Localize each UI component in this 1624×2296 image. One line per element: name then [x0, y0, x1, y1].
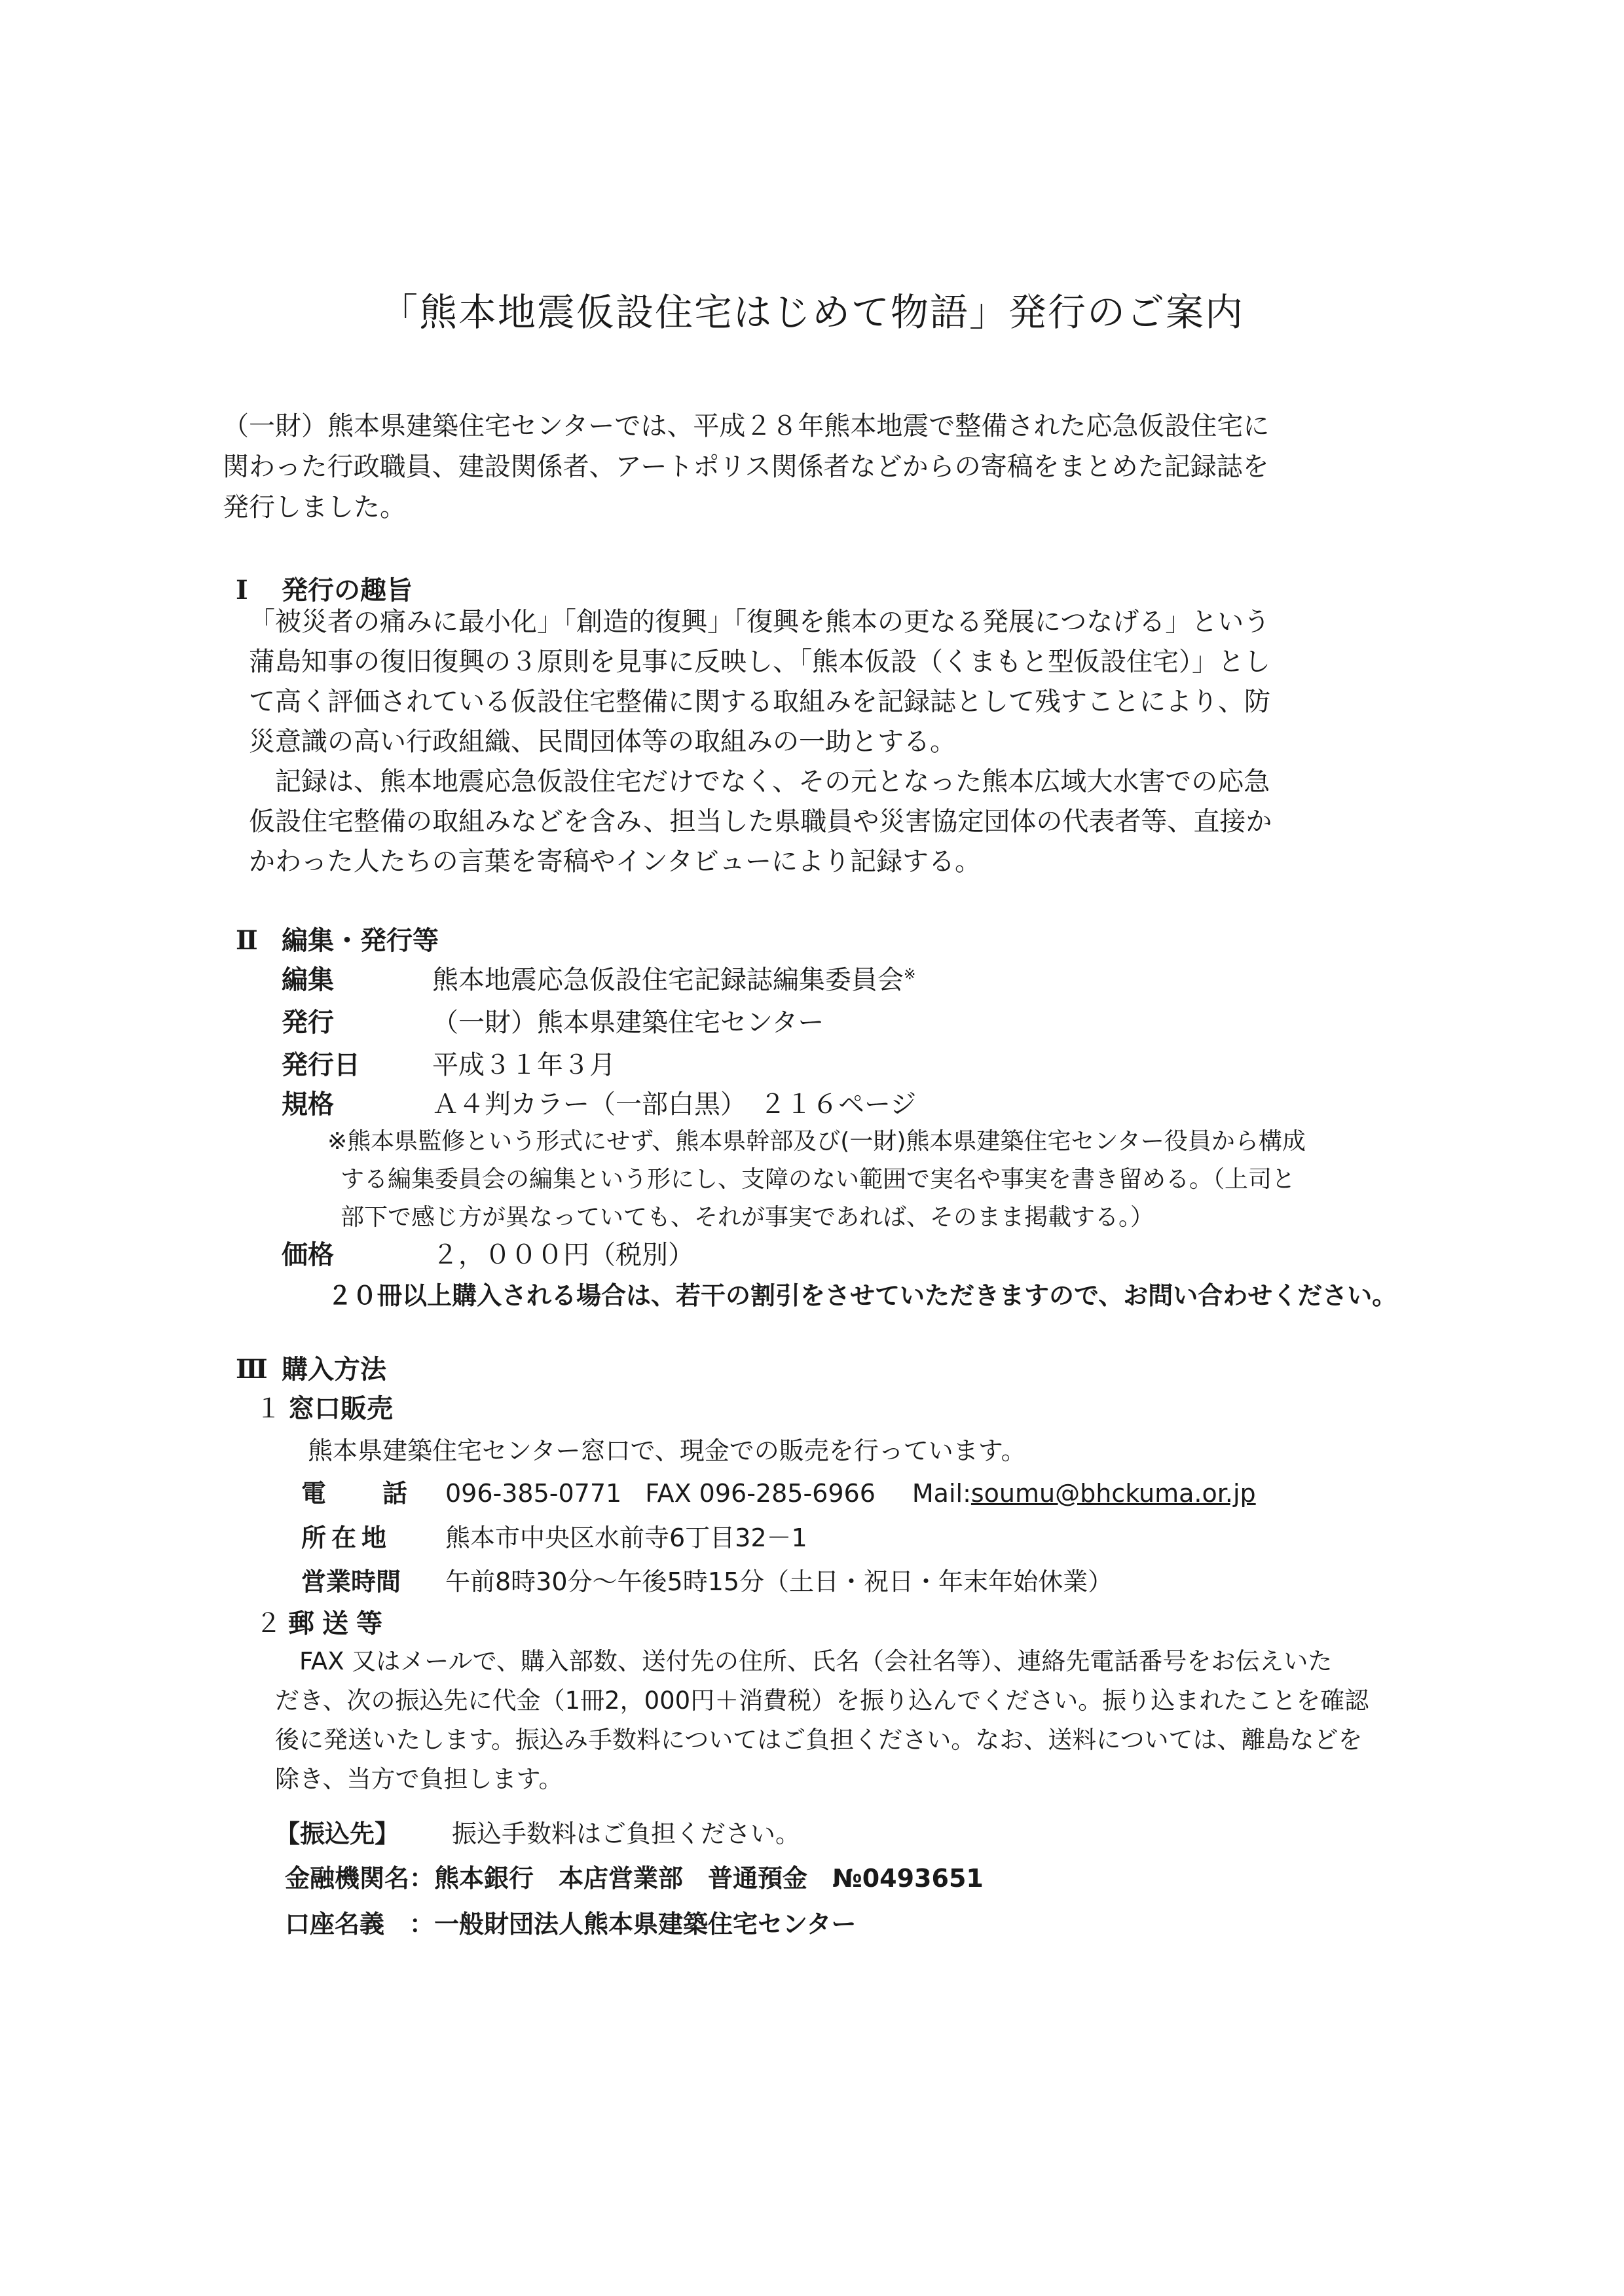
subsection-1-heading: [255, 1388, 393, 1425]
editor-value: 熊本地震応急仮設住宅記録誌編集委員会: [432, 965, 904, 995]
hours-value: 午前8時30分～午後5時15分（土日・祝日・年末年始休業）: [445, 1567, 1113, 1596]
date-row: [282, 1044, 616, 1082]
account-value: 一般財団法人熊本県建築住宅センター: [434, 1910, 857, 1939]
publisher-row: [282, 1002, 824, 1039]
bank-row: [285, 1858, 984, 1894]
mail-order-line: 後に発送いたします。振込み手数料についてはご負担ください。なお、送料については、離島などを: [275, 1726, 1363, 1754]
counter-sales-text: 熊本県建築住宅センター窓口で、現金での販売を行っています。: [308, 1436, 1026, 1465]
bulk-discount-note: ２０冊以上購入される場合は、若干の割引をさせていただきますので、お問い合わせください。: [327, 1281, 1397, 1310]
editor-note-mark: ※: [904, 966, 916, 983]
phone-row: [301, 1473, 1256, 1509]
subsection-1-title: 窓口販売: [288, 1394, 393, 1424]
publisher-label: 発行: [282, 1008, 334, 1038]
intro-paragraph: [223, 406, 1401, 528]
section-1-number: Ⅰ: [236, 575, 248, 606]
price-label: 価格: [282, 1240, 334, 1270]
format-label: 規格: [282, 1089, 334, 1120]
address-row: [301, 1518, 807, 1554]
editor-note-line: する編集委員会の編集という形にし、支障のない範囲で実名や事実を書き留める。（上司と: [341, 1166, 1296, 1193]
section-1-line: 災意識の高い行政組織、民間団体等の取組みの一助とする。: [249, 727, 956, 757]
account-label: 口座名義 ：: [285, 1910, 435, 1939]
intro-line: （一財）熊本県建築住宅センターでは、平成２８年熊本地震で整備された応急仮設住宅に: [223, 411, 1270, 441]
editor-note-line: 部下で感じ方が異なっていても、それが事実であれば、そのまま掲載する。）: [341, 1204, 1154, 1231]
fax-value: FAX 096-285-6966: [645, 1479, 876, 1508]
section-1-line: 蒲島知事の復旧復興の３原則を見事に反映し、「熊本仮設（くまもと型仮設住宅）」とし: [249, 647, 1270, 677]
section-1-body: [249, 602, 1414, 882]
section-1-line: 記録は、熊本地震応急仮設住宅だけでなく、その元となった熊本広域大水害での応急: [249, 767, 1270, 797]
section-3-heading: [236, 1349, 386, 1386]
section-1-title: 発行の趣旨: [282, 575, 413, 606]
section-1-line: 「被災者の痛みに最小化」「創造的復興」「復興を熊本の更なる発展につなげる」という: [249, 607, 1270, 637]
section-1-line: て高く評価されている仮設住宅整備に関する取組みを記録誌として残すことにより、防: [249, 687, 1270, 717]
date-value: 平成３１年３月: [432, 1050, 616, 1080]
price-row: [282, 1234, 694, 1271]
hours-label: 営業時間: [301, 1567, 401, 1596]
format-value: Ａ４判カラー（一部白黒） ２１６ページ: [432, 1089, 917, 1120]
intro-line: 発行しました。: [223, 492, 406, 522]
section-1-line: かわった人たちの言葉を寄稿やインタビューにより記録する。: [249, 847, 981, 877]
section-3-title: 購入方法: [282, 1355, 386, 1385]
section-3-number: Ⅲ: [236, 1354, 268, 1385]
mail-order-line: 除き、当方で負担します。: [275, 1765, 563, 1793]
editor-note-line: ※熊本県監修という形式にせず、熊本県幹部及び(一財)熊本県建築住宅センター役員から構成: [327, 1128, 1306, 1155]
mail-order-text: [275, 1642, 1428, 1799]
mail-order-line: だき、次の振込先に代金（1冊2，000円＋消費税）を振り込んでください。振り込まれたことを確認: [275, 1686, 1369, 1715]
transfer-label: 【振込先】: [275, 1819, 400, 1848]
address-label: 所在地: [301, 1523, 392, 1552]
price-value: ２，０００円（税別）: [432, 1240, 694, 1270]
account-row: [285, 1904, 857, 1940]
phone-label: 電 話: [301, 1479, 424, 1508]
subsection-1-number: １: [255, 1394, 282, 1424]
mail-prefix: Mail:: [912, 1479, 971, 1508]
editor-label: 編集: [282, 965, 334, 995]
section-2-heading: [236, 920, 439, 957]
format-row: [282, 1084, 916, 1121]
bank-label: 金融機関名：: [285, 1864, 435, 1893]
subsection-2-number: ２: [255, 1609, 282, 1639]
publisher-value: （一財）熊本県建築住宅センター: [432, 1008, 824, 1038]
page-title: 「熊本地震仮設住宅はじめて物語」発行のご案内: [379, 290, 1244, 335]
transfer-fee-note: 振込手数料はご負担ください。: [452, 1819, 801, 1848]
editor-note: [327, 1123, 1414, 1237]
intro-line: 関わった行政職員、建設関係者、アートポリス関係者などからの寄稿をまとめた記録誌を: [223, 452, 1269, 482]
bank-value: 熊本銀行 本店営業部 普通預金 №0493651: [434, 1864, 984, 1893]
subsection-2-heading: [255, 1603, 390, 1640]
section-1-heading: [236, 570, 413, 607]
editor-row: [282, 959, 915, 996]
date-label: 発行日: [282, 1050, 360, 1080]
phone-value: 096-385-0771: [445, 1479, 622, 1508]
section-2-title: 編集・発行等: [282, 926, 439, 956]
email-link[interactable]: soumu@bhckuma.or.jp: [970, 1479, 1256, 1508]
section-2-number: Ⅱ: [236, 925, 258, 956]
address-value: 熊本市中央区水前寺6丁目32－1: [445, 1523, 807, 1552]
hours-row: [301, 1561, 1113, 1597]
mail-order-line: FAX 又はメールで、購入部数、送付先の住所、氏名（会社名等）、連絡先電話番号をお伝えいた: [275, 1647, 1333, 1675]
section-1-line: 仮設住宅整備の取組みなどを含み、担当した県職員や災害協定団体の代表者等、直接か: [249, 807, 1272, 837]
subsection-2-title: 郵送等: [288, 1609, 390, 1639]
